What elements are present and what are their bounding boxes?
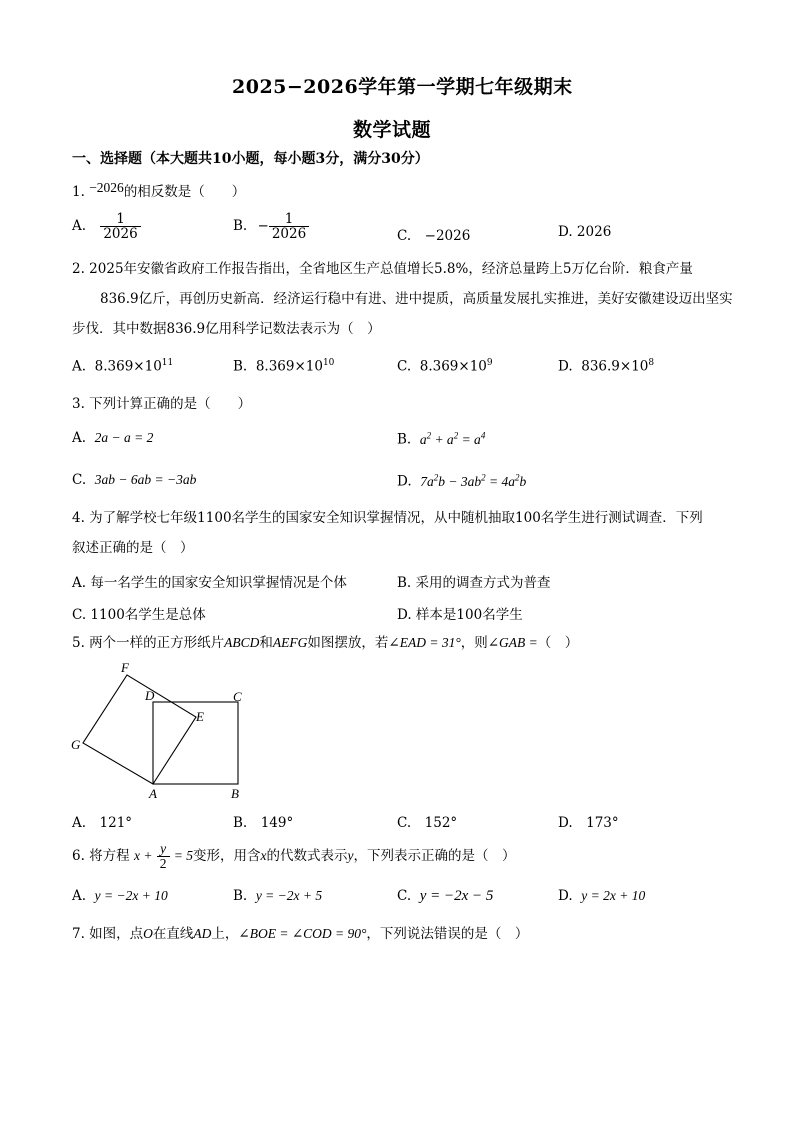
- question-3-option-b: B. $a^2 + a^2 = a^4$: [397, 430, 486, 448]
- question-5-option-a: A. 121°: [72, 815, 133, 831]
- question-2-option-b: B. $8.369\times 10^{10}$: [233, 358, 335, 375]
- question-6-option-a: A. y = −2x + 10: [72, 888, 168, 904]
- question-1-option-c: C. −2026: [397, 228, 471, 244]
- label-f: F: [121, 660, 129, 675]
- exam-title: 2025−2026学年第一学期七年级期末: [232, 76, 573, 98]
- question-4-line-2: 叙述正确的是（ ）: [72, 540, 194, 556]
- question-4-option-b: B. 采用的调查方式为普查: [397, 575, 551, 591]
- question-5-option-b: B. 149°: [233, 815, 294, 831]
- question-1-option-a: A. $\frac{1}{2026}$: [72, 212, 141, 241]
- question-4-option-a: A. 每一名学生的国家安全知识掌握情况是个体: [72, 575, 347, 591]
- label-d: D: [145, 688, 155, 703]
- label-e: E: [196, 709, 204, 724]
- question-1-option-d: D. 2026: [558, 224, 612, 240]
- label-c: C: [233, 689, 242, 704]
- question-6-option-b: B. y = −2x + 5: [233, 888, 323, 904]
- question-5-stem: 5. 两个一样的正方形纸片ABCD和AEFG如图摆放，若∠EAD = 31°，则∠GAB =（ ）: [72, 635, 579, 651]
- question-3-option-a: A. 2a − a = 2: [72, 430, 154, 446]
- question-3-option-c: C. 3ab − 6ab = −3ab: [72, 472, 197, 488]
- question-5-option-d: D. 173°: [558, 815, 619, 831]
- question-2-line-1: 2. 2025年安徽省政府工作报告指出，全省地区生产总值增长5.8%，经济总量跨上5万亿台阶．粮食产量: [72, 261, 693, 277]
- question-4-option-c: C. 1100名学生是总体: [72, 607, 206, 623]
- question-7-stem: 7. 如图，点O在直线AD上，∠BOE = ∠COD = 90°，下列说法错误的是（ ）: [72, 926, 529, 942]
- question-2-line-2: 836.9亿斤，再创历史新高．经济运行稳中有进、进中提质，高质量发展扎实推进，美好安徽建设迈出坚实: [100, 291, 733, 307]
- question-6-option-c: C. y = −2x − 5: [397, 888, 494, 904]
- question-1-stem: 1. −2026的相反数是（ ）: [72, 180, 246, 200]
- question-6-stem: 6. 将方程 x + $\frac{y}{2}$ = 5变形，用含x的代数式表示y，下列表示正确的是（ ）: [72, 841, 516, 871]
- question-6-option-d: D. y = 2x + 10: [558, 888, 646, 904]
- label-g: G: [71, 737, 81, 752]
- question-5-option-c: C. 152°: [397, 815, 458, 831]
- question-2-option-d: D. $836.9\times 10^8$: [558, 358, 655, 375]
- square-aefg: [83, 675, 196, 784]
- label-a: A: [149, 786, 157, 801]
- label-b: B: [231, 786, 239, 801]
- question-4-line-1: 4. 为了解学校七年级1100名学生的国家安全知识掌握情况，从中随机抽取100名学生进行测试调查．下列: [72, 510, 703, 526]
- exam-subtitle: 数学试题: [353, 119, 432, 141]
- question-2-option-c: C. $8.369\times 10^9$: [397, 358, 493, 375]
- question-3-option-d: D. $7a^2b - 3ab^2 = 4a^2b$: [397, 472, 527, 490]
- question-2-option-a: A. $8.369\times 10^{11}$: [72, 358, 174, 375]
- question-2-line-3: 步伐．其中数据836.9亿用科学记数法表示为（ ）: [72, 321, 381, 337]
- question-4-option-d: D. 样本是100名学生: [397, 607, 523, 623]
- question-1-option-b: B. − $\frac{1}{2026}$: [233, 212, 309, 241]
- question-5-figure: [60, 655, 260, 805]
- section-heading: 一、选择题（本大题共10小题，每小题3分，满分30分）: [72, 151, 429, 167]
- question-3-stem: 3. 下列计算正确的是（ ）: [72, 396, 252, 412]
